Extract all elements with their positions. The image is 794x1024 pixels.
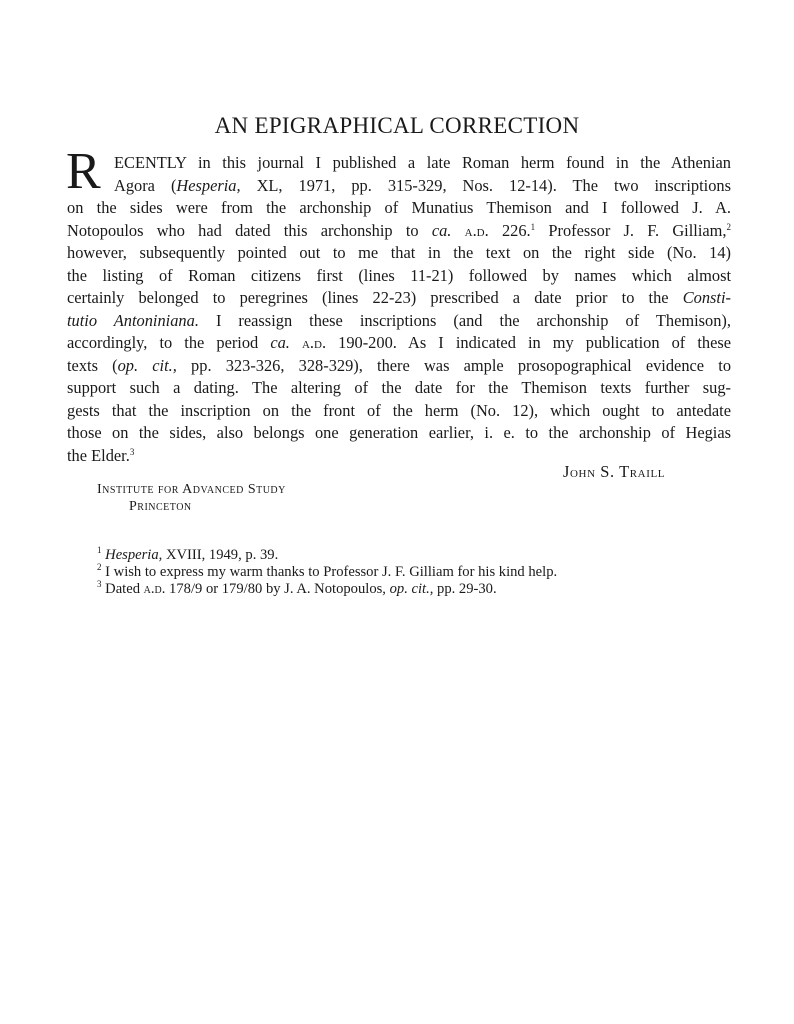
text-run bbox=[451, 221, 464, 240]
body-line-5 bbox=[67, 242, 731, 264]
text-run: Hesperia, bbox=[176, 176, 241, 195]
text-run: 178/9 or 179/80 by J. A. Notopoulos, bbox=[165, 581, 390, 597]
text-run: a.d. bbox=[143, 581, 166, 597]
body-line-13 bbox=[67, 422, 731, 444]
text-run: Dated bbox=[101, 581, 144, 597]
text-run: tutio Antoniniana. bbox=[67, 311, 199, 330]
body-line-11 bbox=[67, 377, 731, 399]
text-run: certainly belonged to peregrines (lines 22-23) prescribed a date prior to the bbox=[67, 288, 683, 307]
text-run: pp. 323-326, 328-329), there was ample prosopographical evidence to bbox=[176, 356, 732, 375]
text-run: pp. 29-30. bbox=[433, 581, 497, 597]
footnote-ref: 1 bbox=[97, 545, 102, 555]
body-line-3 bbox=[67, 197, 731, 219]
footnote-ref: 3 bbox=[97, 579, 102, 589]
footnote-3 bbox=[97, 580, 497, 598]
text-run: I wish to express my warm thanks to Professor J. F. Gilliam for his kind help. bbox=[101, 564, 558, 580]
text-run: a.d. bbox=[464, 221, 489, 240]
text-run: Consti- bbox=[682, 288, 731, 307]
body-line-6 bbox=[67, 265, 731, 287]
text-run: Notopoulos who had dated this archonship to bbox=[67, 221, 432, 240]
footnote-1 bbox=[97, 546, 278, 564]
text-run: op. cit., bbox=[389, 581, 434, 597]
text-run: op. cit., bbox=[117, 356, 177, 375]
text-run: Agora ( bbox=[114, 176, 177, 195]
body-line-2 bbox=[114, 175, 731, 197]
author-signature: John S. Traill bbox=[563, 462, 666, 481]
text-run: ca. bbox=[431, 221, 452, 240]
body-line-9 bbox=[67, 332, 731, 354]
text-run: XVIII, 1949, p. 39. bbox=[162, 547, 279, 563]
text-run: accordingly, to the period bbox=[67, 333, 271, 352]
text-run: gests that the inscription on the front of the herm (No. 12), which ought to antedate bbox=[67, 401, 731, 420]
author-institution: Institute for Advanced Study bbox=[97, 482, 286, 497]
text-run: a.d. bbox=[301, 333, 327, 352]
text-run: support such a dating. The altering of the date for the Themison texts further sug- bbox=[67, 378, 731, 397]
body-line-4 bbox=[67, 220, 731, 242]
text-run: 226. bbox=[488, 221, 531, 240]
text-run: Professor J. F. Gilliam, bbox=[535, 221, 727, 240]
footnote-ref: 1 bbox=[530, 222, 536, 232]
body-line-1 bbox=[114, 152, 731, 174]
text-run: the listing of Roman citizens first (lines 11-21) followed by names which almost bbox=[67, 266, 731, 285]
text-run: Hesperia, bbox=[105, 547, 163, 563]
body-line-12 bbox=[67, 400, 731, 422]
text-run: I reassign these inscriptions (and the archonship of Themison), bbox=[198, 311, 731, 330]
article-title: AN EPIGRAPHICAL CORRECTION bbox=[214, 113, 580, 138]
text-run: on the sides were from the archonship of Munatius Themison and I followed J. A. bbox=[67, 198, 731, 217]
footnote-ref: 2 bbox=[97, 562, 102, 572]
text-run: the Elder. bbox=[67, 446, 130, 465]
drop-cap: R bbox=[66, 143, 101, 200]
text-run bbox=[290, 333, 302, 352]
footnote-2 bbox=[97, 563, 557, 581]
text-run: ECENTLY in this journal I published a late Roman herm found in the Athenian bbox=[114, 153, 731, 172]
text-run: however, subsequently pointed out to me that in the text on the right side (No. 14) bbox=[67, 243, 731, 262]
text-run: XL, 1971, pp. 315-329, Nos. 12-14). The two inscriptions bbox=[240, 176, 731, 195]
author-city: Princeton bbox=[129, 499, 192, 514]
text-run: ca. bbox=[270, 333, 290, 352]
body-line-7 bbox=[67, 287, 731, 309]
footnote-ref: 2 bbox=[726, 222, 732, 232]
body-line-10 bbox=[67, 355, 731, 377]
footnote-ref: 3 bbox=[129, 447, 135, 457]
body-line-8 bbox=[67, 310, 731, 332]
text-run: those on the sides, also belongs one generation earlier, i. e. to the archonship of Hegias bbox=[67, 423, 731, 442]
text-run: texts ( bbox=[67, 356, 118, 375]
text-run: 190-200. As I indicated in my publication of these bbox=[326, 333, 731, 352]
